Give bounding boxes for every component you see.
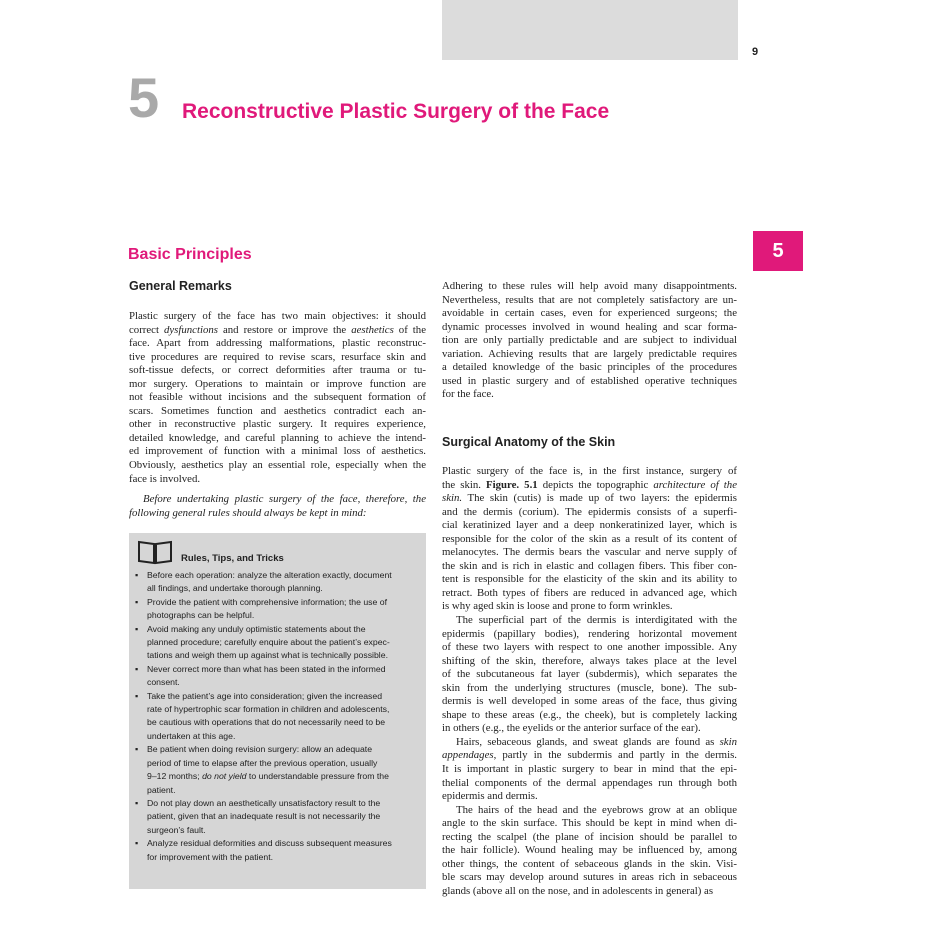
tip-line: ▪ Before each operation: analyze the alteration exactly, document	[147, 570, 392, 580]
book-icon	[137, 539, 173, 565]
text-line: of these two layers with respect to one another impossible. Any	[442, 641, 737, 654]
text-line: mor surgery. Operations to maintain or improve function are	[129, 377, 426, 390]
text-line: thelial components of the dermal appendages run through both	[442, 776, 737, 789]
paragraph-anatomy	[442, 465, 737, 899]
tip-line: ▪ Analyze residual deformities and discuss subsequent measures	[147, 838, 392, 849]
text-line: in others (e.g., the eyelids or the anterior surface of the ear).	[442, 722, 701, 735]
text-line: and the dermis (corium). The epidermis consists of a superfi-	[442, 505, 737, 518]
tip-item	[135, 690, 419, 744]
text-line: shape to these areas (e.g., the cheek), but is completely lacking	[442, 708, 737, 721]
text-line: the skin. Figure. 5.1 depicts the topographic architecture of the	[442, 478, 738, 491]
tip-line: ▪ Provide the patient with comprehensive information; the use of	[147, 596, 388, 607]
text-line: angle to the skin surface. This should be kept in mind when di-	[442, 817, 737, 830]
subheading-surgical-anatomy: Surgical Anatomy of the Skin	[442, 435, 616, 449]
text-line: tive procedures are required to revise scars, resurface skin and	[129, 350, 426, 363]
tip-line: 9–12 months; do not yield to understandable pressure from the	[147, 771, 389, 782]
text-line: Nevertheless, results that are not completely satisfactory are un-	[442, 293, 737, 306]
tip-line: ▪ Avoid making any unduly optimistic statements about the	[147, 623, 366, 634]
text-line: The hairs of the head and the eyebrows grow at an oblique	[456, 803, 737, 816]
tip-line: rate of hypertrophic scar formation in children and adolescents,	[147, 704, 390, 715]
subheading-general-remarks: General Remarks	[129, 279, 232, 293]
text-line: detailed knowledge, and careful planning to achieve the intend-	[129, 431, 426, 444]
chapter-title: Reconstructive Plastic Surgery of the Face	[182, 100, 610, 123]
text-line: appendages, partly in the subdermis and partly in the dermis.	[442, 749, 737, 762]
tip-line: patient, given that an inadequate result is not necessarily the	[147, 811, 381, 822]
rules-tips-box	[129, 533, 426, 889]
text-line: Obviously, aesthetics play an essential role, especially when the	[129, 459, 426, 472]
tip-line: photographs can be helpful.	[147, 610, 255, 621]
text-line: ble scars may develop around sutures in areas rich in sebaceous	[442, 871, 737, 884]
text-line: soft-tissue defects, or correct deformities after trauma or tu-	[129, 364, 426, 377]
tip-line: planned procedure; carefully enquire about the patient’s expec-	[147, 637, 390, 648]
text-line: Plastic surgery of the face has two main objectives: it should	[129, 310, 426, 322]
tip-line: for improvement with the patient.	[147, 851, 274, 862]
paragraph-intro	[442, 280, 737, 402]
text-line: skin from the underlying structures (muscle, bone). The sub-	[442, 681, 737, 694]
text-line: other things, the content of sebaceous glands in the skin. Visi-	[442, 857, 737, 870]
box-title: Rules, Tips, and Tricks	[181, 553, 284, 564]
text-line: epidermis (papillary bodies), rendering horizontal movement	[442, 627, 737, 640]
text-line: for the face.	[442, 388, 494, 401]
text-line: tent is responsible for the elasticity of the skin and its ability to	[442, 573, 737, 586]
text-line: the skin and is rich in elastic and collagen fibers. This fiber con-	[442, 559, 737, 572]
text-line: dynamic processes involved in wound healing and scar forma-	[442, 320, 737, 333]
tip-item	[135, 837, 419, 864]
text-line: tion are only partially predictable and are subject to individual	[442, 334, 737, 347]
text-line: avoidable in certain cases, even for experienced surgeons; the	[442, 307, 737, 320]
text-line: Before undertaking plastic surgery of the face, therefore, the	[143, 493, 426, 505]
paragraph-general-remarks	[129, 310, 426, 486]
tip-line: ▪ Take the patient’s age into consideration; given the increased	[147, 690, 383, 701]
text-line: cial keratinized layer and a deep nonkeratinized layer, which is	[442, 519, 737, 532]
text-line: correct dysfunctions and restore or improve the aesthetics of the	[129, 323, 426, 336]
tip-line: ▪ Never correct more than what has been stated in the informed	[147, 663, 386, 674]
text-line: Plastic surgery of the face is, in the first instance, surgery of	[442, 465, 737, 477]
tip-item	[135, 797, 419, 837]
text-line: dermis is well developed in some areas of the face, thus giving	[442, 695, 737, 708]
text-line: melanocytes. The dermis bears the vascular and nerve supply of	[442, 546, 737, 559]
text-line: Hairs, sebaceous glands, and sweat glands are found as skin	[456, 735, 737, 748]
text-line: used in plastic surgery and of established operative techniques	[442, 374, 737, 387]
tip-line: all findings, and undertake thorough planning.	[147, 583, 323, 594]
tip-line: tations and weigh them up against what is technically possible.	[147, 650, 388, 661]
text-line: Adhering to these rules will help avoid many disappointments.	[442, 280, 737, 292]
text-line: other in reconstructive plastic surgery. It requires experience,	[129, 418, 426, 431]
text-line: scars. Sometimes function and aesthetics contradict each an-	[129, 404, 426, 417]
tip-line: consent.	[147, 677, 180, 688]
text-line: ed improvement of function with a minimal loss of aesthetics.	[129, 445, 426, 458]
text-line: face. Apart from addressing malformations, plastic reconstruc-	[129, 337, 426, 350]
tip-item	[135, 663, 419, 690]
text-line: a detailed knowledge of the basic principles of the procedures	[442, 361, 737, 374]
tips-list	[135, 569, 419, 864]
text-line: the hair follicle). Wound healing may be influenced by, among	[442, 844, 737, 857]
chapter-number: 5	[128, 66, 160, 129]
text-line: variation. Achieving results that are largely predictable requires	[442, 347, 737, 360]
tip-line: ▪ Do not play down an aesthetically unsatisfactory result to the	[147, 797, 381, 808]
text-line: not feasible without incisions and the subsequent formation of	[129, 391, 426, 404]
tip-line: be cautious with operations that do not necessarily need to be	[147, 717, 386, 728]
text-line: of the subcutaneous fat layer (subdermis), which separates the	[442, 668, 737, 681]
tip-item	[135, 623, 419, 663]
page-number: 9	[752, 46, 759, 58]
tip-line: ▪ Be patient when doing revision surgery: allow an adequate	[147, 744, 373, 755]
text-line: skin. The skin (cutis) is made up of two layers: the epidermis	[442, 492, 737, 505]
text-line: responsible for the color of the skin as a result of its content of	[442, 532, 737, 545]
section-title: Basic Principles	[128, 246, 252, 263]
text-line: is why aged skin is loose and prone to form wrinkles.	[442, 600, 673, 613]
text-line: shifting of the skin, therefore, always takes place at the level	[442, 654, 737, 667]
tip-line: patient.	[147, 784, 176, 795]
tip-line: period of time to elapse after the previous operation, usually	[147, 757, 378, 768]
text-line: It is important in plastic surgery to bear in mind that the epi-	[442, 763, 737, 776]
tip-item	[135, 569, 419, 596]
text-line: epidermis and dermis.	[442, 790, 538, 803]
text-line: glands (above all on the nose, and in adolescents in general) as	[442, 884, 714, 897]
paragraph-general-rules	[129, 493, 426, 520]
text-line: face is involved.	[129, 472, 201, 485]
chapter-tab: 5	[753, 231, 803, 271]
header-gray-bar	[442, 0, 738, 60]
tip-line: undertaken at this age.	[147, 730, 236, 741]
tip-item	[135, 596, 419, 623]
tip-item	[135, 743, 419, 797]
text-line: The superficial part of the dermis is interdigitated with the	[456, 614, 737, 627]
tip-line: surgeon’s fault.	[147, 824, 206, 835]
text-line: recting the scalpel (the plane of incision should be parallel to	[442, 830, 737, 843]
text-line: following general rules should always be kept in mind:	[129, 506, 367, 519]
text-line: retract. Both types of fibers are reduced in advanced age, which	[442, 586, 737, 599]
